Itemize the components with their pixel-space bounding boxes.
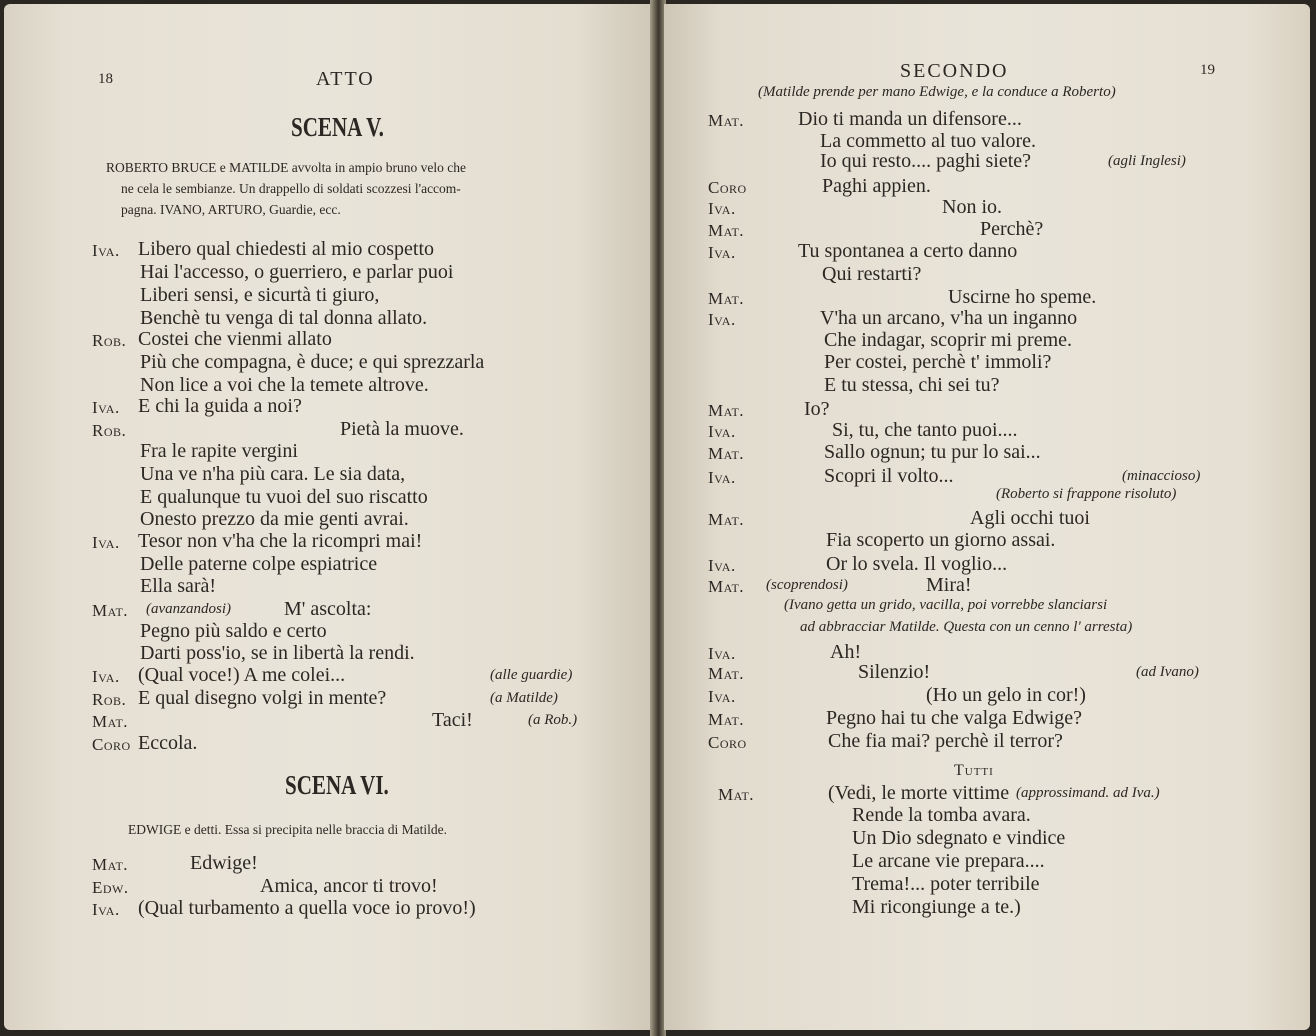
- verse-text: Trema!... poter terribile: [852, 873, 1040, 895]
- verse-text: Non lice a voi che la temete altrove.: [140, 374, 429, 396]
- verse-text: E qualunque tu vuoi del suo riscatto: [140, 486, 428, 508]
- verse-text: Io qui resto.... paghi siete?: [820, 150, 1032, 172]
- verse-text: Liberi sensi, e sicurtà ti giuro,: [140, 284, 380, 306]
- verse-text: Scopri il volto...: [824, 465, 954, 487]
- verse-text: Pietà la muove.: [340, 418, 464, 440]
- stage-direction: (Matilde prende per mano Edwige, e la conduce a Roberto): [758, 84, 1116, 100]
- speaker-mat: Mat.: [708, 111, 745, 130]
- verse-text: Pegno hai tu che valga Edwige?: [826, 707, 1083, 729]
- speaker-iva: Iva.: [92, 533, 120, 552]
- verse-text: Ella sarà!: [140, 575, 217, 597]
- stage-direction: (scoprendosi): [766, 577, 848, 593]
- verse-text: Io?: [804, 398, 830, 420]
- verse-text: Perchè?: [980, 218, 1044, 240]
- speaker-mat: Mat.: [708, 510, 745, 529]
- cast-list-line: EDWIGE e detti. Essa si precipita nelle braccia di Matilde.: [128, 822, 448, 837]
- verse-text: Onesto prezzo da mie genti avrai.: [140, 508, 409, 530]
- verse-text: V'ha un arcano, v'ha un inganno: [820, 307, 1078, 329]
- cast-list-line: ROBERTO BRUCE e MATILDE avvolta in ampio bruno velo che: [106, 160, 467, 175]
- verse-text: Amica, ancor ti trovo!: [260, 875, 438, 897]
- verse-text: Taci!: [432, 709, 473, 731]
- verse-text: E qual disegno volgi in mente?: [138, 687, 387, 709]
- stage-direction: (avanzandosi): [146, 601, 231, 617]
- speaker-rob: Rob.: [92, 690, 127, 709]
- stage-direction: (alle guardie): [490, 667, 573, 683]
- speaker-iva: Iva.: [708, 644, 736, 663]
- speaker-rob: Rob.: [92, 331, 127, 350]
- verse-text: Ah!: [830, 641, 862, 663]
- stage-direction: (a Rob.): [528, 712, 578, 728]
- speaker-iva: Iva.: [708, 556, 736, 575]
- speaker-iva: Iva.: [708, 422, 736, 441]
- speaker-edw: Edw.: [92, 878, 129, 897]
- speaker-mat: Mat.: [92, 601, 129, 620]
- verse-text: Benchè tu venga di tal donna allato.: [140, 307, 428, 329]
- speaker-coro: Coro: [708, 733, 747, 752]
- speaker-iva: Iva.: [92, 900, 120, 919]
- verse-text: Tesor non v'ha che la ricompri mai!: [138, 530, 423, 552]
- verse-text: Non io.: [942, 196, 1002, 218]
- verse-text: Rende la tomba avara.: [852, 804, 1031, 826]
- verse-text: E tu stessa, chi sei tu?: [824, 374, 1000, 396]
- verse-text: Fia scoperto un giorno assai.: [826, 529, 1056, 551]
- stage-direction: (minaccioso): [1122, 468, 1201, 484]
- verse-text: Che indagar, scoprir mi preme.: [824, 329, 1073, 351]
- verse-text: Tu spontanea a certo danno: [798, 240, 1018, 262]
- speaker-heading: Tutti: [954, 762, 994, 779]
- speaker-iva: Iva.: [708, 310, 736, 329]
- verse-text: La commetto al tuo valore.: [820, 130, 1037, 152]
- verse-text: Le arcane vie prepara....: [852, 850, 1045, 872]
- speaker-iva: Iva.: [92, 398, 120, 417]
- stage-direction: ad abbracciar Matilde. Questa con un cenno l' arresta): [800, 619, 1133, 635]
- speaker-mat: Mat.: [92, 712, 129, 731]
- speaker-mat: Mat.: [708, 444, 745, 463]
- left-page: [4, 4, 652, 1030]
- verse-text: Mira!: [926, 574, 972, 596]
- speaker-iva: Iva.: [708, 687, 736, 706]
- verse-text: Una ve n'ha più cara. Le sia data,: [140, 463, 406, 485]
- speaker-mat: Mat.: [708, 401, 745, 420]
- verse-text: Mi ricongiunge a te.): [852, 896, 1021, 918]
- verse-text: Fra le rapite vergini: [140, 440, 298, 462]
- verse-text: Qui restarti?: [822, 263, 922, 285]
- verse-text: Dio ti manda un difensore...: [798, 108, 1022, 130]
- verse-text: E chi la guida a noi?: [138, 395, 302, 417]
- speaker-mat: Mat.: [708, 577, 745, 596]
- verse-text: Agli occhi tuoi: [970, 507, 1090, 529]
- speaker-mat: Mat.: [708, 710, 745, 729]
- stage-direction: (Roberto si frappone risoluto): [996, 486, 1177, 502]
- running-head: SECONDO: [900, 60, 1009, 82]
- verse-text: Delle paterne colpe espiatrice: [140, 553, 378, 575]
- verse-text: Libero qual chiedesti al mio cospetto: [138, 238, 435, 260]
- running-head: ATTO: [316, 68, 375, 90]
- verse-text: Pegno più saldo e certo: [140, 620, 327, 642]
- cast-list-line: ne cela le sembianze. Un drappello di soldati scozzesi l'accom-: [121, 181, 461, 196]
- verse-text: Edwige!: [190, 852, 258, 874]
- verse-text: Sallo ognun; tu pur lo sai...: [824, 441, 1041, 463]
- speaker-coro: Coro: [92, 735, 131, 754]
- verse-text: (Qual turbamento a quella voce io provo!): [138, 897, 476, 919]
- speaker-mat: Mat.: [708, 664, 745, 683]
- cast-list-line: pagna. IVANO, ARTURO, Guardie, ecc.: [121, 202, 341, 217]
- verse-text: Silenzio!: [858, 661, 931, 683]
- verse-text: M' ascolta:: [284, 598, 372, 620]
- verse-text: Più che compagna, è duce; e qui sprezzarla: [140, 351, 485, 373]
- page-number: 19: [1200, 62, 1215, 78]
- verse-text: Darti poss'io, se in libertà la rendi.: [140, 642, 415, 664]
- stage-direction: (Ivano getta un grido, vacilla, poi vorrebbe slanciarsi: [784, 597, 1108, 613]
- speaker-mat: Mat.: [718, 785, 755, 804]
- verse-text: (Vedi, le morte vittime: [828, 782, 1010, 804]
- page-number: 18: [98, 71, 113, 87]
- verse-text: Un Dio sdegnato e vindice: [852, 827, 1066, 849]
- stage-direction: (agli Inglesi): [1108, 153, 1186, 169]
- verse-text: Or lo svela. Il voglio...: [826, 553, 1008, 575]
- verse-text: (Qual voce!) A me colei...: [138, 664, 346, 686]
- speaker-iva: Iva.: [708, 243, 736, 262]
- scene-title: SCENA V.: [291, 112, 384, 142]
- verse-text: Costei che vienmi allato: [138, 328, 332, 350]
- verse-text: Uscirne ho speme.: [948, 286, 1097, 308]
- verse-text: Eccola.: [138, 732, 198, 754]
- speaker-iva: Iva.: [708, 199, 736, 218]
- speaker-rob: Rob.: [92, 421, 127, 440]
- verse-text: (Ho un gelo in cor!): [926, 684, 1086, 706]
- scene-title: SCENA VI.: [285, 770, 389, 800]
- speaker-coro: Coro: [708, 178, 747, 197]
- verse-text: Per costei, perchè t' immoli?: [824, 351, 1052, 373]
- verse-text: Si, tu, che tanto puoi....: [832, 419, 1018, 441]
- verse-text: Paghi appien.: [822, 175, 931, 197]
- verse-text: Hai l'accesso, o guerriero, e parlar puoi: [140, 261, 454, 283]
- stage-direction: (ad Ivano): [1136, 664, 1199, 680]
- verse-text: Che fia mai? perchè il terror?: [828, 730, 1063, 752]
- speaker-iva: Iva.: [92, 241, 120, 260]
- stage-direction: (approssimand. ad Iva.): [1016, 785, 1160, 801]
- stage-direction: (a Matilde): [490, 690, 558, 706]
- speaker-iva: Iva.: [92, 667, 120, 686]
- speaker-mat: Mat.: [708, 289, 745, 308]
- speaker-mat: Mat.: [708, 221, 745, 240]
- speaker-mat: Mat.: [92, 855, 129, 874]
- speaker-iva: Iva.: [708, 468, 736, 487]
- right-page: [664, 4, 1310, 1030]
